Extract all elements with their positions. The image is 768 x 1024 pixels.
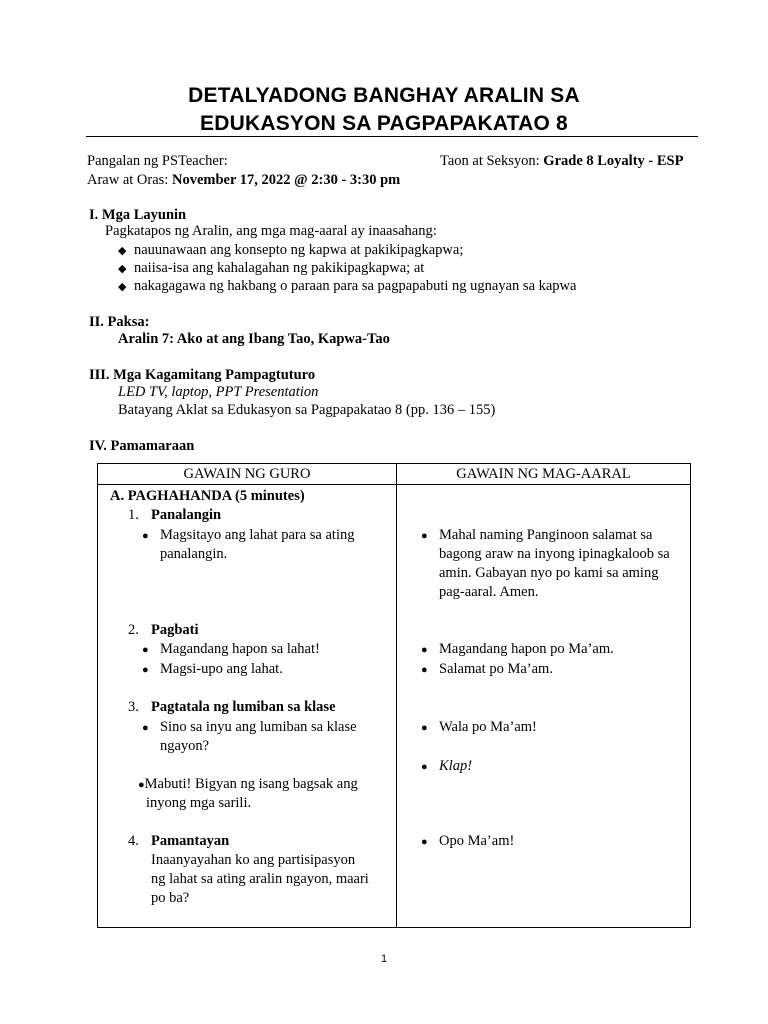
step-title-panalangin: Panalangin: [151, 507, 222, 523]
step-title-attendance: Pagtatala ng lumiban sa klase: [151, 699, 336, 715]
diamond-bullet-icon: ◆: [118, 245, 127, 257]
materials-devices: LED TV, laptop, PPT Presentation: [118, 384, 319, 400]
step-number: 3.: [128, 699, 139, 715]
bullet-icon: ●: [421, 530, 428, 542]
bullet-icon: ●: [421, 722, 428, 734]
student-line: ● Salamat po Ma’am.: [421, 660, 553, 680]
teacher-line: ● Magsitayo ang lahat para sa ating: [142, 526, 354, 546]
teacher-activities-cell: [98, 485, 397, 928]
bullet-icon: ●: [421, 761, 428, 773]
diamond-bullet-icon: ◆: [118, 263, 127, 275]
student-line: ● Wala po Ma’am!: [421, 718, 537, 738]
page-number: 1: [380, 953, 388, 965]
materials-book: Batayang Aklat sa Edukasyon sa Pagpapakatao 8 (pp. 136 – 155): [118, 402, 496, 418]
bullet-icon: ●: [142, 644, 149, 656]
student-activities-cell: [397, 485, 691, 928]
teacher-line: ● Sino sa inyu ang lumiban sa klase: [142, 718, 357, 738]
bullet-icon: ●: [421, 644, 428, 656]
procedure-heading: IV. Pamamaraan: [89, 438, 195, 454]
date-value: November 17, 2022 @ 2:30 - 3:30 pm: [171, 172, 401, 188]
diamond-bullet-icon: ◆: [118, 281, 127, 293]
bullet-icon: ●: [142, 664, 149, 676]
teacher-line: ● Magsi-upo ang lahat.: [142, 660, 283, 680]
step-title-pamantayan: Pamantayan: [151, 833, 230, 849]
teacher-line: Inaanyayahan ko ang partisipasyon: [151, 852, 356, 868]
step-title-pagbati: Pagbati: [151, 622, 199, 638]
step-number: 4.: [128, 833, 139, 849]
bullet-icon: ●: [421, 664, 428, 676]
section-label: Taon at Seksyon:: [440, 153, 544, 169]
section-value: Grade 8 Loyalty - ESP: [543, 153, 684, 169]
document-title-line1: DETALYADONG BANGHAY ARALIN SA: [188, 84, 580, 107]
student-line-cont: pag-aaral. Amen.: [439, 584, 539, 600]
objective-item: ◆ nakagagawa ng hakbang o paraan para sa pagpapabuti ng ugnayan sa kapwa: [118, 278, 577, 294]
teacher-line: ng lahat sa ating aralin ngayon, maari: [151, 871, 369, 887]
teacher-line: ●Mabuti! Bigyan ng isang bagsak ang: [138, 776, 358, 792]
objectives-intro: Pagkatapos ng Aralin, ang mga mag-aaral ay inaasahang:: [105, 223, 437, 239]
bullet-icon: ●: [142, 530, 149, 542]
topic-heading: II. Paksa:: [89, 314, 150, 330]
teacher-line-cont: panalangin.: [160, 546, 228, 562]
teacher-name-label: Pangalan ng PSTeacher:: [87, 153, 228, 169]
table-row: [98, 485, 691, 928]
student-line: ● Magandang hapon po Ma’am.: [421, 640, 614, 660]
objectives-heading: I. Mga Layunin: [89, 207, 187, 223]
step-number: 2.: [128, 622, 139, 638]
materials-heading: III. Mga Kagamitang Pampagtuturo: [89, 367, 316, 383]
teacher-line-cont: inyong mga sarili.: [146, 795, 252, 811]
objective-item: ◆ naiisa-isa ang kahalagahan ng pakikipagkapwa; at: [118, 260, 425, 276]
table-header-row: [98, 464, 691, 485]
objective-item: ◆ nauunawaan ang konsepto ng kapwa at pakikipagkapwa;: [118, 242, 464, 258]
bullet-icon: ●: [138, 779, 145, 791]
student-line-cont: bagong araw na inyong ipinagkaloob sa: [439, 546, 670, 562]
student-line-cont: amin. Gabayan nyo po kami sa aming: [439, 565, 659, 581]
teacher-line: po ba?: [151, 890, 190, 906]
teacher-line: ● Magandang hapon sa lahat!: [142, 640, 320, 660]
teacher-line-cont: ngayon?: [160, 738, 210, 754]
bullet-icon: ●: [142, 722, 149, 734]
student-line: ● Klap!: [421, 757, 472, 777]
topic-value: Aralin 7: Ako at ang Ibang Tao, Kapwa-Tao: [118, 331, 390, 347]
student-line: ● Mahal naming Panginoon salamat sa: [421, 526, 652, 546]
bullet-icon: ●: [421, 836, 428, 848]
section-info: [440, 152, 683, 170]
section-a-heading: A. PAGHAHANDA (5 minutes): [110, 488, 305, 504]
document-title-line2: EDUKASYON SA PAGPAPAKATAO 8: [200, 112, 568, 135]
title-divider: [86, 136, 698, 137]
teacher-column-header: GAWAIN NG GURO: [98, 464, 397, 485]
procedure-table: [97, 463, 691, 928]
step-number: 1.: [128, 507, 139, 523]
student-line: ● Opo Ma’am!: [421, 832, 514, 852]
date-label: Araw at Oras:: [87, 172, 172, 188]
date-info: [87, 171, 400, 189]
student-column-header: GAWAIN NG MAG-AARAL: [397, 464, 691, 485]
